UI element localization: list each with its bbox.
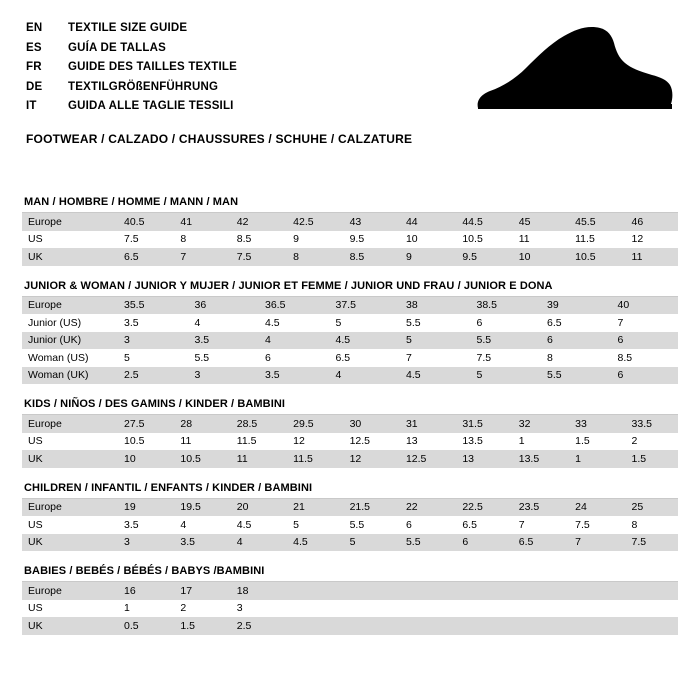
cell: 9.5 [340, 231, 396, 249]
cell: 33 [565, 415, 621, 433]
cell-empty [396, 582, 452, 600]
cell: 12 [283, 433, 339, 451]
row-label: Europe [22, 297, 114, 315]
cell: 3 [114, 332, 185, 350]
cell: 18 [227, 582, 283, 600]
cell: 11 [509, 231, 565, 249]
cell: 5 [326, 314, 397, 332]
size-block-babies [22, 565, 678, 635]
row-label: UK [22, 248, 114, 266]
cell: 10.5 [565, 248, 621, 266]
table-row [22, 332, 678, 350]
cell: 17 [170, 582, 226, 600]
cell: 6 [255, 349, 326, 367]
cell: 8.5 [227, 231, 283, 249]
cell: 6.5 [326, 349, 397, 367]
language-title: TEXTILE SIZE GUIDE [68, 22, 188, 34]
cell: 4.5 [255, 314, 326, 332]
table-row [22, 617, 678, 635]
cell: 7.5 [565, 516, 621, 534]
cell: 5.5 [340, 516, 396, 534]
row-label: Woman (UK) [22, 367, 114, 385]
cell: 5.5 [537, 367, 608, 385]
cell: 3.5 [170, 534, 226, 552]
table-row [22, 231, 678, 249]
size-block-man [22, 196, 678, 266]
language-code: DE [26, 80, 43, 93]
block-title: JUNIOR & WOMAN / JUNIOR Y MUJER / JUNIOR ET FEMME / JUNIOR UND FRAU / JUNIOR E DONA [22, 280, 678, 297]
row-label: US [22, 433, 114, 451]
cell: 4.5 [396, 367, 467, 385]
block-title: CHILDREN / INFANTIL / ENFANTS / KINDER / BAMBINI [22, 482, 678, 499]
cell: 1.5 [622, 450, 678, 468]
table-row [22, 415, 678, 433]
cell: 4 [255, 332, 326, 350]
language-title: GUÍA DE TALLAS [68, 41, 166, 54]
cell: 0.5 [114, 617, 170, 635]
cell-empty [396, 617, 452, 635]
cell: 6 [608, 332, 679, 350]
language-code: IT [26, 100, 37, 112]
cell: 7 [509, 516, 565, 534]
cell: 9 [283, 231, 339, 249]
cell: 8.5 [340, 248, 396, 266]
cell: 39 [537, 297, 608, 315]
table-row [22, 433, 678, 451]
cell: 7.5 [622, 534, 678, 552]
cell: 22.5 [452, 499, 508, 517]
cell: 1.5 [170, 617, 226, 635]
table-row [22, 499, 678, 517]
cell: 13.5 [509, 450, 565, 468]
table-row [22, 450, 678, 468]
cell: 3 [185, 367, 256, 385]
language-title: TEXTILGRÖßENFÜHRUNG [68, 80, 219, 93]
cell: 2.5 [114, 367, 185, 385]
cell: 6.5 [114, 248, 170, 266]
cell: 10.5 [170, 450, 226, 468]
cell-empty [452, 600, 508, 618]
cell: 13 [452, 450, 508, 468]
size-table [22, 213, 678, 266]
cell-empty [340, 617, 396, 635]
table-row [22, 314, 678, 332]
cell: 10 [396, 231, 452, 249]
row-label: Woman (US) [22, 349, 114, 367]
cell: 9.5 [452, 248, 508, 266]
cell: 36 [185, 297, 256, 315]
cell: 11 [227, 450, 283, 468]
cell: 37.5 [326, 297, 397, 315]
row-label: UK [22, 450, 114, 468]
block-title: KIDS / NIÑOS / DES GAMINS / KINDER / BAMBINI [22, 398, 678, 415]
cell: 22 [396, 499, 452, 517]
cell: 7.5 [467, 349, 538, 367]
cell: 6.5 [452, 516, 508, 534]
cell: 5.5 [396, 534, 452, 552]
cell: 38.5 [467, 297, 538, 315]
cell: 46 [622, 213, 678, 231]
cell: 5 [396, 332, 467, 350]
cell-empty [452, 617, 508, 635]
cell: 4 [185, 314, 256, 332]
language-title: GUIDE DES TAILLES TEXTILE [68, 61, 237, 73]
cell: 12 [622, 231, 678, 249]
cell: 31.5 [452, 415, 508, 433]
cell-empty [283, 582, 339, 600]
cell: 21 [283, 499, 339, 517]
cell: 3.5 [185, 332, 256, 350]
cell: 8 [537, 349, 608, 367]
cell: 42.5 [283, 213, 339, 231]
cell: 45.5 [565, 213, 621, 231]
cell: 40 [608, 297, 679, 315]
cell: 5.5 [185, 349, 256, 367]
cell: 42 [227, 213, 283, 231]
size-table [22, 415, 678, 468]
cell: 11 [622, 248, 678, 266]
cell: 2 [170, 600, 226, 618]
cell: 7.5 [114, 231, 170, 249]
cell: 13.5 [452, 433, 508, 451]
cell: 21.5 [340, 499, 396, 517]
cell-empty [509, 582, 565, 600]
cell: 4.5 [326, 332, 397, 350]
size-block-kids [22, 398, 678, 468]
size-tables [22, 196, 678, 649]
cell: 10.5 [114, 433, 170, 451]
cell: 2 [622, 433, 678, 451]
cell-empty [622, 600, 678, 618]
cell: 5 [283, 516, 339, 534]
cell: 10 [114, 450, 170, 468]
size-table [22, 297, 678, 385]
cell: 4 [227, 534, 283, 552]
row-label: Junior (UK) [22, 332, 114, 350]
cell: 36.5 [255, 297, 326, 315]
cell: 5 [340, 534, 396, 552]
cell: 8.5 [608, 349, 679, 367]
cell: 6.5 [537, 314, 608, 332]
size-block-junior-woman [22, 280, 678, 385]
block-title: MAN / HOMBRE / HOMME / MANN / MAN [22, 196, 678, 213]
cell: 43 [340, 213, 396, 231]
cell-empty [622, 617, 678, 635]
cell: 38 [396, 297, 467, 315]
cell: 7.5 [227, 248, 283, 266]
table-row [22, 297, 678, 315]
cell: 6 [537, 332, 608, 350]
cell-empty [622, 582, 678, 600]
cell: 12.5 [396, 450, 452, 468]
cell: 4.5 [227, 516, 283, 534]
cell: 6 [396, 516, 452, 534]
row-label: Europe [22, 213, 114, 231]
cell: 12 [340, 450, 396, 468]
category-line: FOOTWEAR / CALZADO / CHAUSSURES / SCHUHE / CALZATURE [26, 131, 413, 146]
cell: 7 [608, 314, 679, 332]
language-code: EN [26, 22, 43, 34]
cell: 3.5 [114, 516, 170, 534]
cell: 10 [509, 248, 565, 266]
row-label: UK [22, 534, 114, 552]
cell: 6 [608, 367, 679, 385]
cell: 25 [622, 499, 678, 517]
block-title: BABIES / BEBÉS / BÉBÉS / BABYS /BAMBINI [22, 565, 678, 582]
language-code: ES [26, 41, 42, 54]
cell-empty [283, 600, 339, 618]
cell: 8 [283, 248, 339, 266]
table-row [22, 516, 678, 534]
cell: 8 [622, 516, 678, 534]
cell: 40.5 [114, 213, 170, 231]
cell: 5.5 [467, 332, 538, 350]
cell-empty [396, 600, 452, 618]
cell-empty [340, 582, 396, 600]
cell: 32 [509, 415, 565, 433]
language-title: GUIDA ALLE TAGLIE TESSILI [68, 100, 234, 112]
cell-empty [509, 600, 565, 618]
cell: 6 [467, 314, 538, 332]
row-label: Europe [22, 415, 114, 433]
table-row [22, 600, 678, 618]
cell: 1 [114, 600, 170, 618]
cell: 7 [565, 534, 621, 552]
cell: 20 [227, 499, 283, 517]
cell: 11.5 [565, 231, 621, 249]
cell: 7 [170, 248, 226, 266]
cell: 1.5 [565, 433, 621, 451]
cell: 11.5 [227, 433, 283, 451]
cell: 3 [227, 600, 283, 618]
size-block-children [22, 482, 678, 552]
row-label: Junior (US) [22, 314, 114, 332]
cell-empty [340, 600, 396, 618]
cell: 31 [396, 415, 452, 433]
cell: 19 [114, 499, 170, 517]
size-table [22, 582, 678, 635]
cell: 27.5 [114, 415, 170, 433]
cell: 9 [396, 248, 452, 266]
cell: 11.5 [283, 450, 339, 468]
cell: 5.5 [396, 314, 467, 332]
table-row [22, 367, 678, 385]
table-row [22, 248, 678, 266]
cell: 12.5 [340, 433, 396, 451]
cell: 5 [467, 367, 538, 385]
cell: 6.5 [509, 534, 565, 552]
cell-empty [565, 617, 621, 635]
cell: 44.5 [452, 213, 508, 231]
cell: 4.5 [283, 534, 339, 552]
cell: 13 [396, 433, 452, 451]
cell: 45 [509, 213, 565, 231]
cell: 2.5 [227, 617, 283, 635]
row-label: UK [22, 617, 114, 635]
row-label: Europe [22, 499, 114, 517]
cell: 1 [565, 450, 621, 468]
cell: 3.5 [114, 314, 185, 332]
cell-empty [565, 600, 621, 618]
table-row [22, 582, 678, 600]
row-label: US [22, 231, 114, 249]
table-row [22, 349, 678, 367]
row-label: US [22, 516, 114, 534]
cell-empty [283, 617, 339, 635]
cell: 29.5 [283, 415, 339, 433]
cell: 11 [170, 433, 226, 451]
cell: 41 [170, 213, 226, 231]
table-row [22, 534, 678, 552]
cell: 28 [170, 415, 226, 433]
cell: 10.5 [452, 231, 508, 249]
cell: 7 [396, 349, 467, 367]
cell: 35.5 [114, 297, 185, 315]
cell: 8 [170, 231, 226, 249]
cell: 1 [509, 433, 565, 451]
cell: 33.5 [622, 415, 678, 433]
size-table [22, 499, 678, 552]
cell: 16 [114, 582, 170, 600]
language-code: FR [26, 61, 42, 73]
cell: 23.5 [509, 499, 565, 517]
cell: 30 [340, 415, 396, 433]
cell-empty [565, 582, 621, 600]
cell: 3.5 [255, 367, 326, 385]
cell: 4 [170, 516, 226, 534]
cell: 5 [114, 349, 185, 367]
cell: 3 [114, 534, 170, 552]
table-row [22, 213, 678, 231]
cell: 6 [452, 534, 508, 552]
cell: 44 [396, 213, 452, 231]
cell: 28.5 [227, 415, 283, 433]
cell: 24 [565, 499, 621, 517]
cell-empty [509, 617, 565, 635]
row-label: US [22, 600, 114, 618]
cell-empty [452, 582, 508, 600]
cell: 19.5 [170, 499, 226, 517]
cell: 4 [326, 367, 397, 385]
row-label: Europe [22, 582, 114, 600]
dress-shoe-icon [468, 20, 678, 120]
